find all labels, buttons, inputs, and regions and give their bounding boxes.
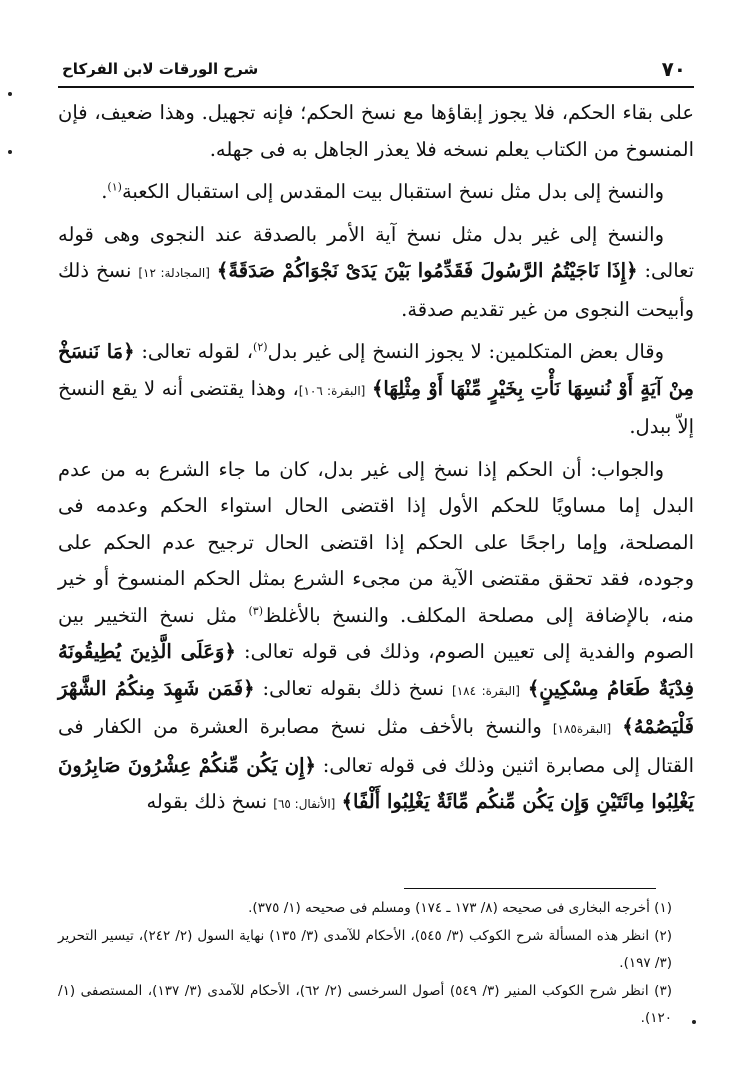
paragraph-5-text-d: والنسخ بالأخف مثل نسخ مصابرة العشرة من الكفار فى القتال إلى مصابرة اثنين وذلك فى قوله تعالى:	[58, 715, 694, 777]
paragraph-4-text-c: ، وهذا يقتضى أنه لا يقع النسخ إلاّ ببدل.	[58, 376, 694, 438]
verse-ref-anfal-65: [الأنفال: ٦٥]	[273, 797, 336, 811]
quran-verse-anfal-65: ﴿إِن يَكُن مِّنكُمْ عِشْرُونَ صَابِرُونَ يَغْلِبُوا مِائَتَيْنِ وَإِن يَكُن مِّنكُم مِّائَةٌ يَغْلِبُوا أَلْفًا﴾	[58, 753, 694, 813]
page-header	[58, 52, 694, 88]
paragraph-2-text: والنسخ إلى بدل مثل نسخ استقبال بيت المقدس إلى استقبال الكعبة	[121, 180, 664, 203]
paragraph-3-text-a: والنسخ إلى غير بدل مثل نسخ آية الأمر بالصدقة عند النجوى وهى قوله تعالى:	[58, 222, 695, 282]
paragraph-5-text-c: نسخ ذلك بقوله تعالى:	[262, 676, 445, 700]
paragraph-5-text-e: نسخ ذلك بقوله	[146, 790, 268, 813]
paragraph-4	[58, 334, 694, 446]
footnote-3: (٣) انظر شرح الكوكب المنير (٣/ ٥٤٩) أصول السرخسى (٢/ ٦٢)، الأحكام للآمدى (٣/ ١٣٧)، المستصفى (١/ ١٢٠).	[58, 982, 672, 1026]
paragraph-1: على بقاء الحكم، فلا يجوز إبقاؤها مع نسخ الحكم؛ فإنه تجهيل. وهذا ضعيف، فإن المنسوخ من الكتاب يعلم نسخه فلا يعذر الجاهل به فى جهله.	[58, 101, 694, 161]
paragraph-3	[58, 217, 694, 329]
footnote-divider	[404, 888, 656, 889]
quran-verse-baqara-185: ﴿فَمَن شَهِدَ مِنكُمُ الشَّهْرَ فَلْيَصُمْهُ﴾	[58, 676, 694, 738]
paragraph-4-text-b: ، لقوله تعالى:	[141, 340, 254, 363]
quran-verse-baqara-184: ﴿وَعَلَى الَّذِينَ يُطِيقُونَهُ فِدْيَةٌ طَعَامُ مِسْكِينٍ﴾	[58, 640, 695, 700]
footnote-marker-2: (٢)	[253, 340, 268, 354]
quran-verse-baqara-106: ﴿مَا نَنسَخْ مِنْ آيَةٍ أَوْ نُنسِهَا نَأْتِ بِخَيْرٍ مِّنْهَا أَوْ مِثْلِهَا﴾	[58, 340, 694, 400]
margin-mark-bottom	[692, 1020, 696, 1024]
footnote-1: (١) أخرجه البخارى فى صحيحه (٨/ ١٧٣ ـ ١٧٤) ومسلم فى صحيحه (١/ ٣٧٥).	[248, 900, 672, 916]
footnote-marker-3: (٣)	[248, 604, 263, 617]
margin-mark-top	[8, 92, 12, 96]
paragraph-2-end: .	[101, 180, 108, 203]
paragraph-3-text-b: نسخ ذلك وأبيحت النجوى من غير تقديم صدقة.	[58, 259, 694, 321]
main-text	[58, 95, 694, 823]
paragraph-4-text-a: وقال بعض المتكلمين: لا يجوز النسخ إلى غير بدل	[267, 340, 665, 363]
footnotes	[58, 895, 672, 1033]
footnote-2: (٢) انظر هذه المسألة شرح الكوكب (٣/ ٥٤٥)، الأحكام للآمدى (٣/ ١٣٥) نهاية السول (٢/ ٢٤٢)، تيسير التحرير (٣/ ١٩٧).	[58, 927, 673, 971]
paragraph-5-text-a: والجواب: أن الحكم إذا نسخ إلى غير بدل، كان ما جاء الشرع به من عدم البدل إما مساويًا للحكم الأول إذا اقتضى الحال استواء الحكم وعدمه فى المصلحة، وإما راجحًا على الحكم إذا اقتضى الحال ترجيح عدم الحكم على وجوده، فقد تحقق مقتضى الآية من مجىء الشرع بمثل الحكم المنسوخ أو خير منه، بالإضافة إلى مصلحة المكلف. والنسخ بالأغلظ	[58, 457, 695, 627]
running-title: شرح الورقات لابن الفركاح	[62, 60, 259, 78]
footnote-marker-1: (١)	[107, 180, 122, 194]
page-number: ٧٠	[661, 57, 686, 81]
paragraph-5-text-b: مثل نسخ التخيير بين الصوم والفدية إلى تعيين الصوم، وذلك فى قوله تعالى:	[58, 603, 694, 663]
margin-mark-side	[8, 150, 12, 154]
quran-verse-mujadila: ﴿إِذَا نَاجَيْتُمُ الرَّسُولَ فَقَدِّمُوا بَيْنَ يَدَىْ نَجْوَاكُمْ صَدَقَةً﴾	[216, 259, 638, 282]
verse-ref-baqara-184: [البقرة: ١٨٤]	[452, 683, 520, 698]
verse-ref-baqara-185: [البقرة١٨٥]	[552, 722, 612, 736]
verse-ref-baqara-106: [البقرة: ١٠٦]	[298, 383, 366, 398]
verse-ref-mujadila: [المجادلة: ١٢]	[138, 266, 210, 280]
paragraph-2	[58, 174, 694, 211]
paragraph-5	[58, 452, 694, 823]
